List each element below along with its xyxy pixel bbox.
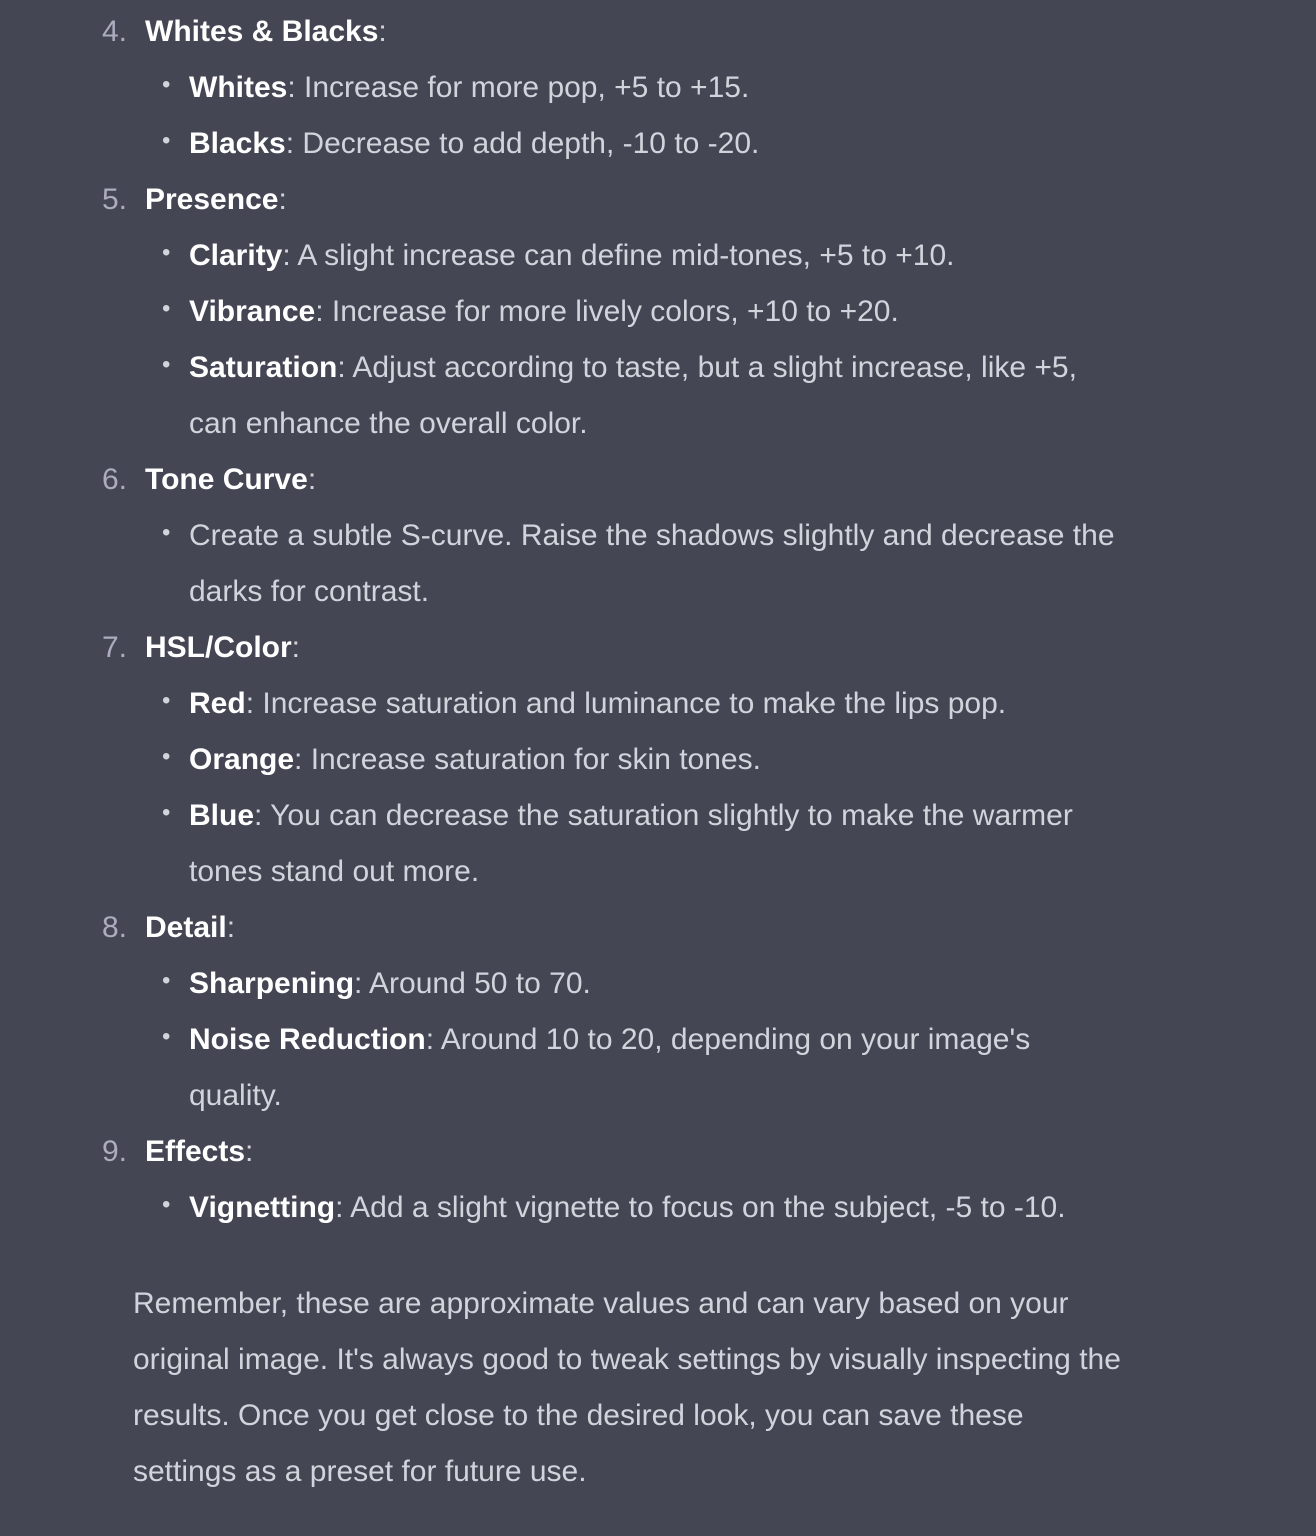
bullet-dot-icon: •: [162, 799, 171, 826]
bullet-label: Whites: [189, 71, 288, 104]
bullet-item: [145, 956, 1119, 1012]
step-bullets: [145, 1180, 1316, 1236]
step-item: [0, 1124, 1316, 1236]
bullet-dot-icon: •: [162, 743, 171, 770]
step-bullets: [145, 508, 1316, 620]
bullet-text: : A slight increase can define mid-tones, +5 to +10.: [282, 239, 955, 272]
step-title: Presence: [145, 183, 279, 216]
bullet-label: Sharpening: [189, 967, 355, 1000]
step-number: 4.: [102, 15, 128, 48]
step-title-line: Presence:: [145, 183, 287, 216]
step-bullets: [145, 60, 1316, 172]
bullet-text: : Increase saturation for skin tones.: [294, 743, 761, 776]
bullet-item: [145, 1012, 1119, 1124]
bullet-label: Orange: [189, 743, 295, 776]
step-title-line: Tone Curve:: [145, 463, 317, 496]
bullet-item: [145, 284, 1119, 340]
bullet-item: [145, 60, 1119, 116]
step-item: [0, 452, 1316, 620]
bullet-label: Clarity: [189, 239, 283, 272]
bullet-text: : Increase for more lively colors, +10 to +20.: [315, 295, 899, 328]
step-item: [0, 4, 1316, 172]
step-bullets: [145, 676, 1316, 900]
step-bullets: [145, 228, 1316, 452]
bullet-dot-icon: •: [162, 967, 171, 994]
assistant-message: [0, 4, 1316, 1500]
step-number: 7.: [102, 631, 128, 664]
bullet-dot-icon: •: [162, 519, 171, 546]
bullet-item: [145, 340, 1119, 452]
bullet-text: : Around 10 to 20, depending on your image's quality.: [189, 1023, 1031, 1112]
bullet-label: Vibrance: [189, 295, 316, 328]
bullet-dot-icon: •: [162, 351, 171, 378]
bullet-item: [145, 732, 1119, 788]
step-number: 8.: [102, 911, 128, 944]
step-title: Detail: [145, 911, 227, 944]
bullet-label: Red: [189, 687, 246, 720]
step-number: 5.: [102, 183, 128, 216]
step-title: HSL/Color: [145, 631, 292, 664]
step-bullets: [145, 956, 1316, 1124]
closing-paragraph: Remember, these are approximate values and can vary based on your original image. It's always good to tweak settings by visually inspecting the results. Once you get close to the desired look, you can save these settings as a preset for future use.: [133, 1287, 1121, 1488]
bullet-dot-icon: •: [162, 1191, 171, 1218]
bullet-label: Blacks: [189, 127, 286, 160]
bullet-item: [145, 676, 1119, 732]
step-number: 9.: [102, 1135, 128, 1168]
bullet-dot-icon: •: [162, 71, 171, 98]
settings-steps-list: [0, 4, 1316, 1236]
bullet-item: [145, 788, 1119, 900]
bullet-text: : Increase for more pop, +5 to +15.: [287, 71, 750, 104]
step-title: Whites & Blacks: [145, 15, 379, 48]
step-title-line: Whites & Blacks:: [145, 15, 387, 48]
bullet-item: [145, 508, 1119, 620]
bullet-item: [145, 1180, 1119, 1236]
step-title: Tone Curve: [145, 463, 308, 496]
bullet-text: : You can decrease the saturation slightly to make the warmer tones stand out more.: [189, 799, 1073, 888]
step-title-line: Detail:: [145, 911, 236, 944]
bullet-dot-icon: •: [162, 295, 171, 322]
bullet-label: Blue: [189, 799, 255, 832]
bullet-text: : Adjust according to taste, but a slight increase, like +5, can enhance the overall color.: [189, 351, 1077, 440]
bullet-dot-icon: •: [162, 239, 171, 266]
bullet-label: Noise Reduction: [189, 1023, 426, 1056]
bullet-dot-icon: •: [162, 687, 171, 714]
bullet-item: [145, 116, 1119, 172]
step-item: [0, 900, 1316, 1124]
bullet-label: Saturation: [189, 351, 338, 384]
step-number: 6.: [102, 463, 128, 496]
bullet-text: : Add a slight vignette to focus on the subject, -5 to -10.: [335, 1191, 1066, 1224]
step-title-line: HSL/Color:: [145, 631, 301, 664]
bullet-text: Create a subtle S-curve. Raise the shadows slightly and decrease the darks for contrast.: [189, 519, 1115, 608]
step-title-line: Effects:: [145, 1135, 254, 1168]
step-title: Effects: [145, 1135, 246, 1168]
bullet-dot-icon: •: [162, 127, 171, 154]
bullet-item: [145, 228, 1119, 284]
bullet-text: : Increase saturation and luminance to make the lips pop.: [245, 687, 1007, 720]
bullet-label: Vignetting: [189, 1191, 336, 1224]
bullet-text: : Around 50 to 70.: [354, 967, 591, 1000]
bullet-text: : Decrease to add depth, -10 to -20.: [285, 127, 760, 160]
bullet-dot-icon: •: [162, 1023, 171, 1050]
step-item: [0, 172, 1316, 452]
step-item: [0, 620, 1316, 900]
